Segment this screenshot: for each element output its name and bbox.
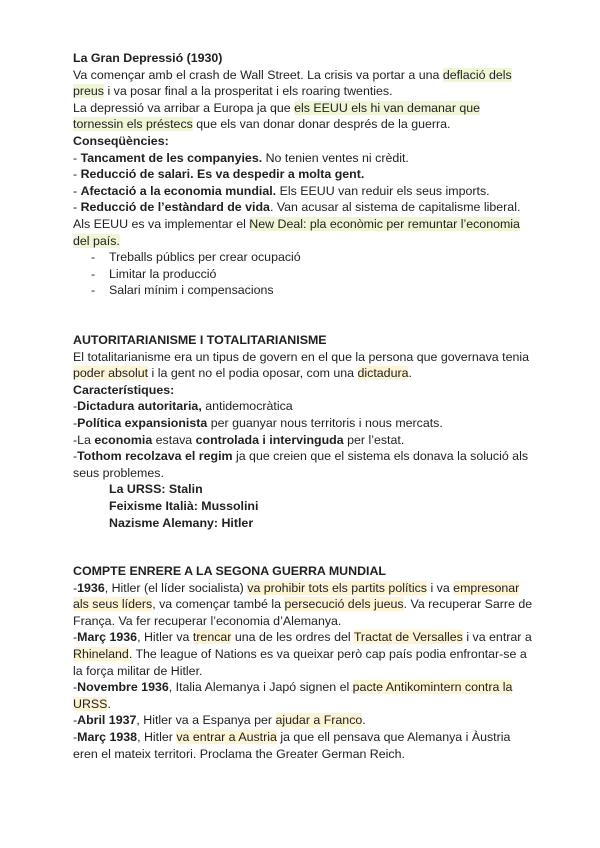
new-deal-list — [73, 249, 533, 299]
list-item: - Salari mínim i compensacions — [91, 282, 533, 299]
section-totalitarianism — [73, 332, 533, 531]
regime-item: Nazisme Alemany: Hitler — [109, 515, 254, 530]
regime-item: La URSS: Stalin — [109, 482, 203, 497]
consequence-item: - Reducció de salari. Es va despedir a molta gent. — [73, 167, 365, 182]
section-title: AUTORITARIANISME I TOTALITARIANISME — [73, 333, 327, 347]
section-countdown-ww2 — [73, 563, 533, 762]
paragraph: La depressió va arribar a Europa ja que els EEUU els hi van demanar que tornessin els préstecs que els van donar donar després de la guerra. — [73, 100, 481, 132]
regime-item: Feixisme Italià: Mussolini — [109, 498, 259, 513]
subheading-characteristics: Característiques: — [73, 382, 175, 397]
timeline-event: -1936, Hitler (el líder socialista) va prohibir tots els partits polítics i va empresonar als seus líders, va començar també la persecució dels jueus. Va recuperar Sarre de França. Va fer recuperar l’economia d’Alemanya. — [73, 580, 533, 628]
subheading-consequences: Conseqüències: — [73, 133, 169, 148]
consequence-item: - Tancament de les companyies. No tenien ventes ni crèdit. — [73, 150, 409, 165]
characteristic-item: -Política expansionista per guanyar nous territoris i nous mercats. — [73, 415, 443, 430]
paragraph: Als EEUU es va implementar el New Deal: pla econòmic per remuntar l’economia del país. — [73, 216, 520, 248]
characteristic-item: -Dictadura autoritaria, antidemocràtica — [73, 399, 293, 414]
list-item: - Limitar la producció — [91, 266, 533, 283]
section-title: COMPTE ENRERE A LA SEGONA GUERRA MUNDIAL — [73, 564, 386, 578]
characteristic-item: -Tothom recolzava el regim ja que creien que el sistema els donava la solució als seus problemes. — [73, 449, 529, 480]
consequence-item: - Afectació a la economia mundial. Els EEUU van reduir els seus imports. — [73, 183, 490, 198]
timeline-event: -Abril 1937, Hitler va a Espanya per ajudar a Franco. — [73, 713, 366, 728]
timeline-event: -Març 1936, Hitler va trencar una de les ordres del Tractat de Versalles i va entrar a Rhineland. The league of Nations es va queixar però cap país podia enfrontar-se a la força militar de Hitler. — [73, 630, 532, 678]
characteristic-item: -La economia estava controlada i intervinguda per l’estat. — [73, 432, 405, 447]
paragraph: El totalitarianisme era un tipus de govern en el que la persona que governava tenia poder absolut i la gent no el podia oposar, com una dictadura. — [73, 349, 529, 381]
section-title: La Gran Depressió (1930) — [73, 51, 223, 65]
section-great-depression — [73, 50, 533, 299]
timeline-event: -Novembre 1936, Italia Alemanya i Japó signen el pacte Antikomintern contra la URSS. — [73, 680, 513, 711]
timeline-event: -Març 1938, Hitler va entrar a Austria ja que ell pensava que Alemanya i Àustria eren el mateix territori. Proclama the Greater German Reich. — [73, 729, 511, 761]
list-item: - Treballs públics per crear ocupació — [91, 249, 533, 266]
consequence-item: - Reducció de l’estàndard de vida. Van acusar al sistema de capitalisme liberal. — [73, 200, 521, 215]
paragraph: Va començar amb el crash de Wall Street. La crisis va portar a una deflació dels preus i va posar final a la prosperitat i els roaring twenties. — [73, 67, 512, 99]
